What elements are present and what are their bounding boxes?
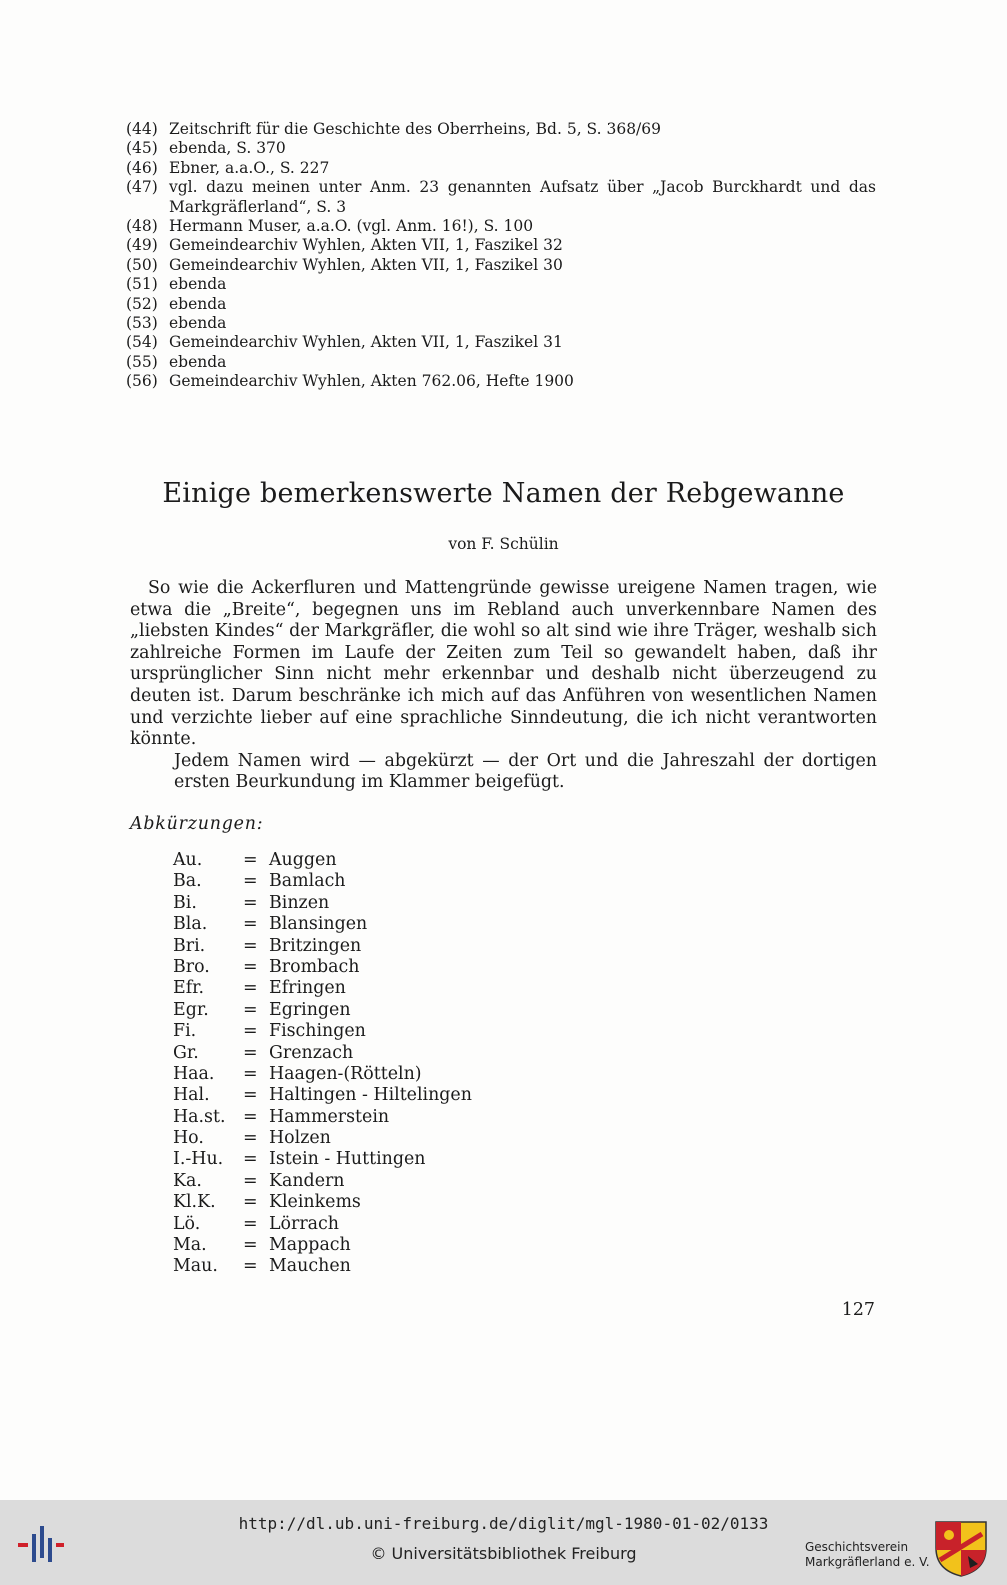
abbreviation-row <box>173 1171 472 1192</box>
footnote <box>126 314 876 333</box>
abbreviation-code: Bla. <box>173 914 208 935</box>
abbreviation-name: Hammerstein <box>269 1106 390 1127</box>
page-number: 127 <box>841 1300 875 1320</box>
abbreviation-name: Efringen <box>269 978 346 999</box>
abbreviation-name: Grenzach <box>269 1042 354 1063</box>
abbreviation-code: Ma. <box>173 1235 207 1256</box>
footnote-number: (44) <box>126 120 158 138</box>
abbreviation-equals: = <box>243 1128 258 1149</box>
abbreviation-code: Bro. <box>173 956 210 977</box>
footnote <box>126 353 876 372</box>
abbreviation-row <box>173 850 472 871</box>
footnote <box>126 275 876 294</box>
abbreviation-row <box>173 1085 472 1106</box>
abbreviation-code: Au. <box>173 850 203 870</box>
abbreviation-code: Egr. <box>173 999 209 1020</box>
abbreviation-code: Haa. <box>173 1063 215 1084</box>
society-name-line1: Geschichtsverein <box>805 1540 909 1554</box>
abbreviation-name: Binzen <box>269 892 330 913</box>
footnote-text: ebenda <box>169 275 227 294</box>
article-title: Einige bemerkenswerte Namen der Rebgewanne <box>162 478 845 509</box>
abbreviation-row <box>173 1064 472 1085</box>
abbreviation-equals: = <box>243 1063 258 1084</box>
abbreviation-name: Britzingen <box>269 935 362 956</box>
abbreviation-row <box>173 1128 472 1149</box>
abbreviation-code: Lö. <box>173 1213 201 1234</box>
footnote-number: (53) <box>126 314 158 333</box>
footnote-text: ebenda, S. 370 <box>169 139 286 158</box>
abbreviation-code: Ka. <box>173 1170 202 1191</box>
abbreviation-equals: = <box>243 978 258 999</box>
footnote-text: Zeitschrift für die Geschichte des Oberrheins, Bd. 5, S. 368/69 <box>169 120 661 138</box>
abbreviation-name: Egringen <box>269 999 351 1020</box>
footnote-text: Hermann Muser, a.a.O. (vgl. Anm. 16!), S. 100 <box>169 217 534 236</box>
footnote-number: (50) <box>126 255 158 274</box>
abbreviation-row <box>173 957 472 978</box>
footnote <box>126 333 876 352</box>
footnote <box>126 120 876 139</box>
abbreviation-name: Kleinkems <box>269 1192 361 1213</box>
abbreviation-name: Bamlach <box>269 871 346 892</box>
abbreviation-row <box>173 1021 472 1042</box>
footnote-text: Ebner, a.a.O., S. 227 <box>169 158 330 177</box>
footer-bar <box>0 1500 1007 1585</box>
abbreviation-name: Holzen <box>269 1128 331 1149</box>
footnote-number: (48) <box>126 217 158 236</box>
abbreviation-equals: = <box>243 1256 258 1277</box>
abbreviation-equals: = <box>243 999 258 1020</box>
abbreviation-row <box>173 914 472 935</box>
footnote-text: Gemeindearchiv Wyhlen, Akten VII, 1, Faszikel 31 <box>169 333 563 352</box>
footnote <box>126 217 876 236</box>
footnote-number: (51) <box>126 275 158 294</box>
abbreviation-equals: = <box>243 1149 258 1170</box>
markgraeflerland-crest-icon <box>934 1520 988 1578</box>
copyright-notice: © Universitätsbibliothek Freiburg <box>370 1544 637 1563</box>
abbreviation-code: Hal. <box>173 1085 210 1106</box>
abbreviation-row <box>173 1235 472 1256</box>
abbreviation-name: Lörrach <box>269 1213 339 1234</box>
footnote <box>126 139 876 158</box>
abbreviation-equals: = <box>243 1170 258 1191</box>
abbreviation-equals: = <box>243 871 258 892</box>
abbreviation-equals: = <box>243 1192 258 1213</box>
abbreviation-name: Auggen <box>269 850 337 870</box>
abbreviation-equals: = <box>243 1213 258 1234</box>
abbreviation-name: Mappach <box>269 1235 351 1256</box>
abbreviation-code: I.-Hu. <box>173 1149 224 1170</box>
abbreviation-row <box>173 1000 472 1021</box>
abbreviation-equals: = <box>243 1042 258 1063</box>
abbreviation-row <box>173 936 472 957</box>
abbreviation-equals: = <box>243 1235 258 1256</box>
abbreviation-row <box>173 978 472 999</box>
abbreviations-list <box>173 850 472 1278</box>
paragraph-intro: So wie die Ackerfluren und Mattengründe gewisse ureigene Namen tragen, wie etwa die „Breite“, begegnen uns im Rebland auch unverkennbare Namen des „liebsten Kindes“ der Markgräfler, die wohl so alt sind wie ihre Träger, weshalb sich zahlreiche Formen im Laufe der Zeiten zum Teil so gewandelt haben, daß ihr ursprünglicher Sinn nicht mehr erkennbar und deshalb nicht überzeugend zu deuten ist. Darum beschränke ich mich auf das Anführen von wesentlichen Namen und verzichte lieber auf eine sprachliche Sinndeutung, die ich nicht verantworten könnte. <box>130 578 877 750</box>
footnote-number: (49) <box>126 236 158 255</box>
abbreviation-name: Brombach <box>269 956 360 977</box>
abbreviation-row <box>173 1149 472 1170</box>
paragraph-note: Jedem Namen wird — abgekürzt — der Ort und die Jahreszahl der dortigen ersten Beurkundung im Klammer beigefügt. <box>174 750 877 793</box>
abbreviation-name: Kandern <box>269 1170 345 1191</box>
abbreviation-equals: = <box>243 892 258 913</box>
abbreviation-equals: = <box>243 1021 258 1042</box>
abbreviation-code: Gr. <box>173 1042 199 1063</box>
abbreviation-code: Kl.K. <box>173 1192 216 1213</box>
footnotes <box>126 120 876 392</box>
abbreviation-row <box>173 1192 472 1213</box>
footnote <box>126 159 876 178</box>
footnote-text: vgl. dazu meinen unter Anm. 23 genannten Aufsatz über „Jacob Burckhardt und das Markgräflerland“, S. 3 <box>169 178 876 216</box>
footnote-number: (52) <box>126 294 158 313</box>
footnote-number: (56) <box>126 372 158 391</box>
abbreviation-row <box>173 871 472 892</box>
abbreviation-equals: = <box>243 914 258 935</box>
abbreviation-code: Bri. <box>173 935 206 956</box>
abbreviation-code: Ha.st. <box>173 1106 226 1127</box>
abbreviation-equals: = <box>243 1106 258 1127</box>
footnote <box>126 178 876 217</box>
society-name-line2: Markgräflerland e. V. <box>805 1555 930 1569</box>
abbreviation-row <box>173 1214 472 1235</box>
abbreviation-code: Bi. <box>173 892 197 913</box>
abbreviation-name: Istein - Huttingen <box>269 1149 426 1170</box>
abbreviation-row <box>173 893 472 914</box>
footnote-number: (54) <box>126 333 158 352</box>
abbreviation-equals: = <box>243 935 258 956</box>
abbreviation-row <box>173 1043 472 1064</box>
footnote <box>126 236 876 255</box>
abbreviations-heading: Abkürzungen: <box>130 814 264 834</box>
abbreviation-code: Ba. <box>173 871 202 892</box>
society-name <box>805 1540 935 1570</box>
article-body <box>130 578 877 794</box>
footnote <box>126 295 876 314</box>
abbreviation-row <box>173 1107 472 1128</box>
abbreviation-row <box>173 1256 472 1277</box>
abbreviation-name: Blansingen <box>269 914 368 935</box>
abbreviation-name: Haltingen - Hiltelingen <box>269 1085 472 1106</box>
footnote-number: (46) <box>126 158 158 177</box>
permalink-url[interactable]: http://dl.ub.uni-freiburg.de/diglit/mgl-1980-01-02/0133 <box>238 1514 769 1533</box>
abbreviation-name: Mauchen <box>269 1256 351 1277</box>
article-author: von F. Schülin <box>448 535 559 553</box>
footnote <box>126 372 876 391</box>
footnote <box>126 256 876 275</box>
footnote-number: (55) <box>126 352 158 371</box>
footnote-text: ebenda <box>169 314 227 333</box>
footnote-text: ebenda <box>169 352 227 371</box>
footnote-text: Gemeindearchiv Wyhlen, Akten 762.06, Hefte 1900 <box>169 372 574 391</box>
abbreviation-name: Haagen-(Rötteln) <box>269 1063 422 1084</box>
footnote-text: Gemeindearchiv Wyhlen, Akten VII, 1, Faszikel 30 <box>169 255 563 274</box>
abbreviation-code: Ho. <box>173 1128 204 1149</box>
abbreviation-equals: = <box>243 1085 258 1106</box>
footnote-number: (47) <box>126 178 158 197</box>
abbreviation-code: Fi. <box>173 1021 197 1042</box>
abbreviation-code: Mau. <box>173 1256 218 1277</box>
abbreviation-equals: = <box>243 956 258 977</box>
abbreviation-code: Efr. <box>173 978 205 999</box>
footnote-text: ebenda <box>169 294 227 313</box>
abbreviation-equals: = <box>243 850 258 870</box>
footnote-number: (45) <box>126 139 158 158</box>
abbreviation-name: Fischingen <box>269 1021 366 1042</box>
footnote-text: Gemeindearchiv Wyhlen, Akten VII, 1, Faszikel 32 <box>169 236 563 255</box>
